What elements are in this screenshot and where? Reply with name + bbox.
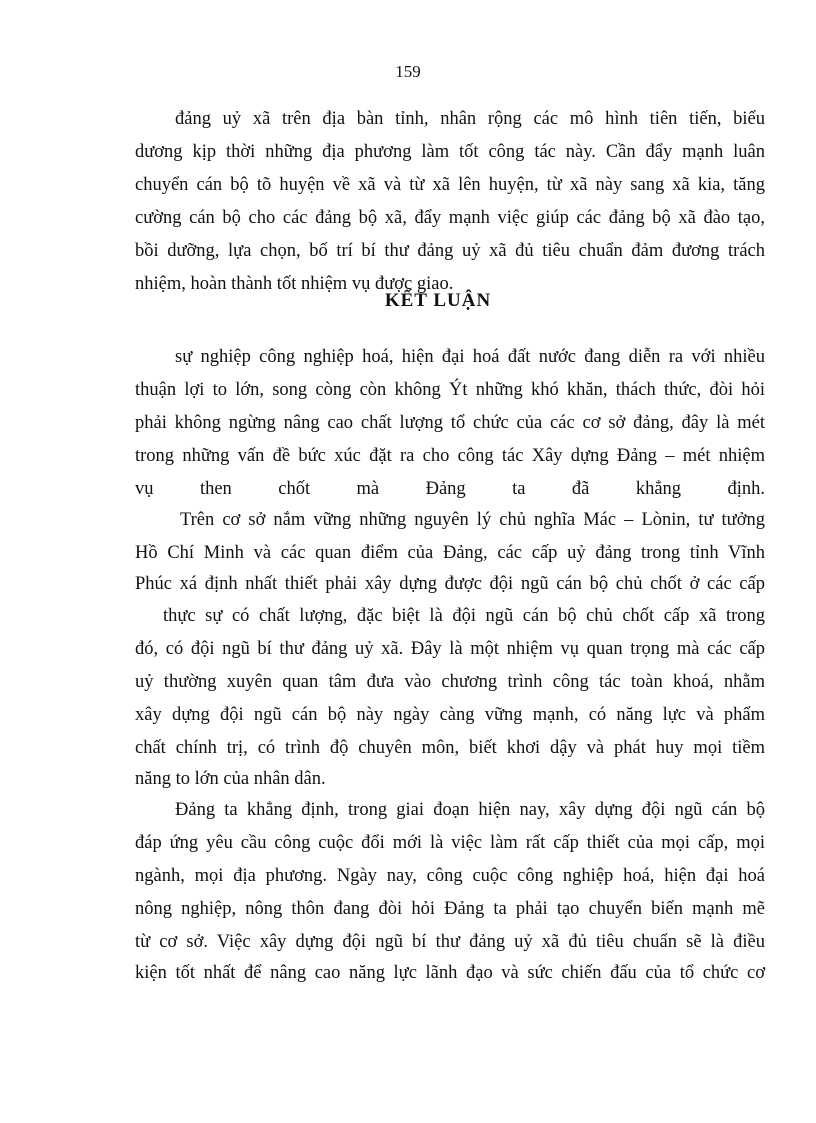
text-line: ngành, mọi địa phương. Ngày nay, công cuộc công nghiệp hoá, hiện đại hoá xyxy=(135,866,765,886)
text-line: từ cơ sở. Việc xây dựng đội ngũ bí thư đảng uỷ xã đủ tiêu chuẩn sẽ là điều xyxy=(135,932,765,952)
text-line: Trên cơ sở nắm vững những nguyên lý chủ nghĩa Mác – Lònin, tư tưởng xyxy=(180,510,765,530)
text-line: Phúc xá định nhất thiết phải xây dựng được đội ngũ cán bộ chủ chốt ở các cấp xyxy=(135,574,765,594)
text-line: đó, có đội ngũ bí thư đảng uỷ xã. Đây là một nhiệm vụ quan trọng mà các cấp xyxy=(135,639,765,659)
text-line: bồi dưỡng, lựa chọn, bố trí bí thư đảng uỷ xã đủ tiêu chuẩn đảm đương trách xyxy=(135,241,765,261)
text-line: cường cán bộ cho các đảng bộ xã, đẩy mạnh việc giúp các đảng bộ xã đào tạo, xyxy=(135,208,765,228)
text-line: chuyển cán bộ tõ huyện về xã và từ xã lên huyện, từ xã này sang xã kia, tăng xyxy=(135,175,765,195)
text-line: sự nghiệp công nghiệp hoá, hiện đại hoá đất nước đang diễn ra với nhiều xyxy=(175,347,765,367)
text-line: thực sự có chất lượng, đặc biệt là đội ngũ cán bộ chủ chốt cấp xã trong xyxy=(163,606,765,626)
text-line: Hồ Chí Minh và các quan điểm của Đảng, các cấp uỷ đảng trong tỉnh Vĩnh xyxy=(135,543,765,563)
text-line: uỷ thường xuyên quan tâm đưa vào chương trình công tác toàn khoá, nhằm xyxy=(135,672,765,692)
text-line: kiện tốt nhất để nâng cao năng lực lãnh đạo và sức chiến đấu của tổ chức cơ xyxy=(135,963,765,983)
text-line: đảng uỷ xã trên địa bàn tỉnh, nhân rộng các mô hình tiên tiến, biểu xyxy=(175,109,765,129)
text-line: vụ then chốt mà Đảng ta đã khẳng định. xyxy=(135,479,765,499)
page-number: 159 xyxy=(395,62,421,81)
text-line: Đảng ta khẳng định, trong giai đoạn hiện nay, xây dựng đội ngũ cán bộ xyxy=(175,800,765,820)
text-line: nhiệm, hoàn thành tốt nhiệm vụ được giao. xyxy=(135,274,454,294)
text-line: năng to lớn của nhân dân. xyxy=(135,769,326,789)
text-line: đáp ứng yêu cầu công cuộc đổi mới là việc làm rất cấp thiết của mọi cấp, mọi xyxy=(135,833,765,853)
text-line: dương kịp thời những địa phương làm tốt công tác này. Cần đẩy mạnh luân xyxy=(135,142,765,162)
text-line: xây dựng đội ngũ cán bộ này ngày càng vững mạnh, có năng lực và phẩm xyxy=(135,705,765,725)
text-line: nông nghiệp, nông thôn đang đòi hỏi Đảng ta phải tạo chuyển biến mạnh mẽ xyxy=(135,899,765,919)
text-line: thuận lợi to lớn, song còng còn không Ýt những khó khăn, thách thức, đòi hỏi xyxy=(135,380,765,400)
text-line: chất chính trị, có trình độ chuyên môn, biết khơi dậy và phát huy mọi tiềm xyxy=(135,738,765,758)
text-line: phải không ngừng nâng cao chất lượng tổ chức của các cơ sở đảng, đây là mét xyxy=(135,413,765,433)
text-line: trong những vấn đề bức xúc đặt ra cho công tác Xây dựng Đảng – mét nhiệm xyxy=(135,446,765,466)
section-heading: KẾT LUẬN xyxy=(384,290,492,311)
